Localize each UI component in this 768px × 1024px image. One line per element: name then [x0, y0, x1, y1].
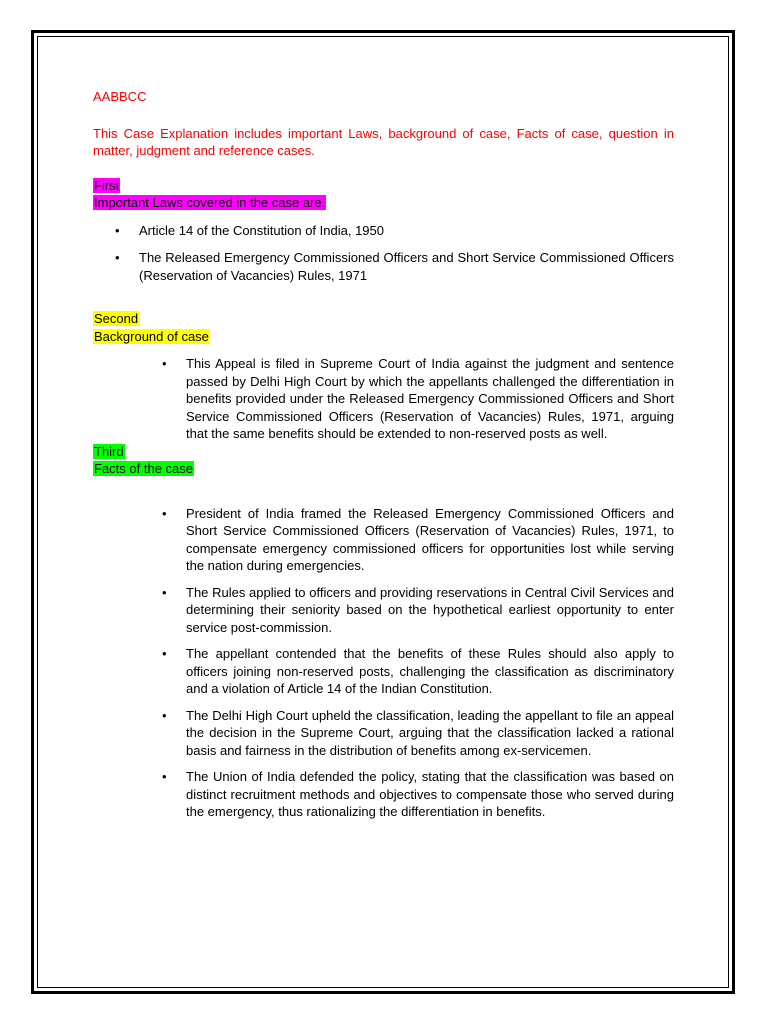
- list-item: • President of India framed the Released Emergency Commissioned Officers and Short Service Commissioned Officers (Reservation of Vacancies) Rules, 1971, to compensate emergency commissioned officers for opportunities lost while serving the nation during emergencies.: [93, 505, 674, 575]
- document-body: [93, 88, 674, 830]
- laws-list: [93, 222, 674, 285]
- section-third: [93, 443, 674, 821]
- document-id: AABBCC: [93, 89, 147, 104]
- list-item: • The Rules applied to officers and providing reservations in Central Civil Services and determining their seniority based on the hypothetical earliest opportunity to enter service post-commission.: [93, 584, 674, 637]
- list-item: • The Released Emergency Commissioned Officers and Short Service Commissioned Officers (Reservation of Vacancies) Rules, 1971: [93, 249, 674, 284]
- section-first-heading: Important Laws covered in the case are.: [94, 195, 326, 210]
- section-third-heading: Facts of the case: [94, 461, 193, 476]
- section-first: [93, 177, 674, 285]
- list-item: • Article 14 of the Constitution of India, 1950: [93, 222, 674, 240]
- intro-paragraph: This Case Explanation includes important Laws, background of case, Facts of case, question in matter, judgment and reference cases.: [93, 125, 674, 158]
- facts-list: [93, 505, 674, 821]
- section-second-label: Second: [94, 311, 139, 326]
- section-first-label: First: [94, 177, 120, 193]
- list-item: • This Appeal is filed in Supreme Court of India against the judgment and sentence passed by Delhi High Court by which the appellants challenged the differentiation in benefits provided under the Released Emergency Commissioned Officers and Short Service Commissioned Officers (Reservation of Vacancies) Rules, 1971, arguing that the same benefits should be extended to non-reserved posts as well.: [93, 355, 674, 443]
- section-second-heading: Background of case: [94, 328, 209, 344]
- list-item: • The Delhi High Court upheld the classification, leading the appellant to file an appeal the decision in the Supreme Court, arguing that the classification lacked a rational basis and fairness in the distribution of benefits among ex-servicemen.: [93, 707, 674, 760]
- list-item: • The appellant contended that the benefits of these Rules should also apply to officers joining non-reserved posts, challenging the classification as discriminatory and a violation of Article 14 of the Indian Constitution.: [93, 645, 674, 698]
- section-second: [93, 310, 674, 443]
- list-item: • The Union of India defended the policy, stating that the classification was based on distinct recruitment methods and objectives to compensate those who served during the emergency, thus rationalizing the differentiation in benefits.: [93, 768, 674, 821]
- background-list: [93, 355, 674, 443]
- section-third-label: Third: [94, 443, 124, 459]
